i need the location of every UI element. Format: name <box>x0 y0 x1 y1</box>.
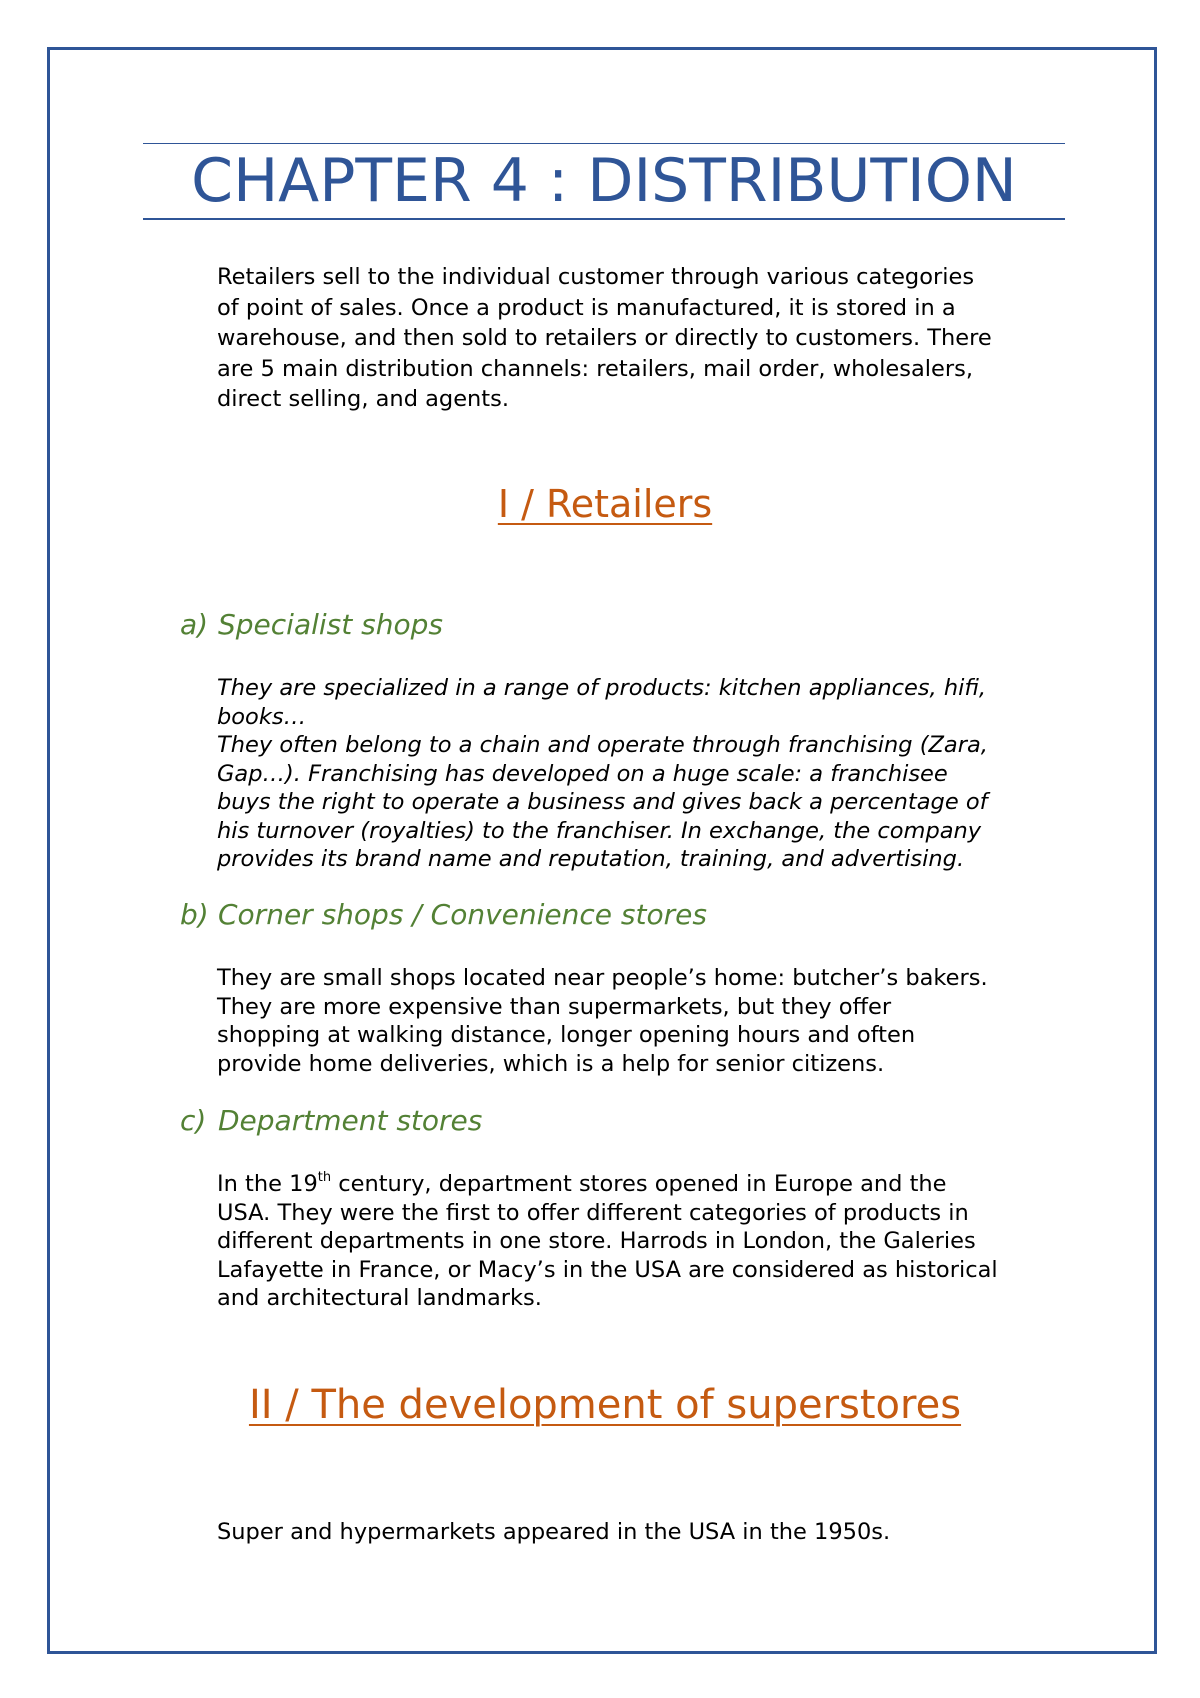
line-text: century, department stores opened in Europe and the <box>331 1171 947 1197</box>
subheading-letter: b) <box>180 898 209 931</box>
paragraph-line: They are more expensive than supermarkets, but they offer <box>217 993 892 1020</box>
intro-line: warehouse, and then sold to retailers or directly to customers. There <box>217 325 992 351</box>
subheading-corner-shops <box>180 898 707 932</box>
subheading-letter: c) <box>180 1104 207 1137</box>
paragraph-line: They often belong to a chain and operate through franchising (Zara, <box>217 732 988 758</box>
paragraph-line: provide home deliveries, which is a help for senior citizens. <box>217 1050 885 1077</box>
paragraph-line: different departments in one store. Harrods in London, the Galeries <box>217 1228 976 1254</box>
line-text: In the 19 <box>217 1171 318 1197</box>
section-heading-retailers: I / Retailers <box>497 482 713 526</box>
paragraph-line: USA. They were the first to offer different categories of products in <box>217 1199 969 1226</box>
section-heading-superstores: II / The development of superstores <box>248 1382 962 1428</box>
subheading-title: Specialist shops <box>218 608 443 641</box>
paragraph-line: books… <box>217 703 307 730</box>
subheading-title: Corner shops / Convenience stores <box>218 898 707 931</box>
paragraph-line: buys the right to operate a business and gives back a percentage of <box>217 789 988 815</box>
title-rule-top <box>143 143 1065 144</box>
paragraph-line: Super and hypermarkets appeared in the USA in the 1950s. <box>217 1519 891 1545</box>
chapter-title: CHAPTER 4 : DISTRIBUTION <box>191 146 1017 216</box>
paragraph-line <box>217 1170 1077 1199</box>
paragraph-line: They are small shops located near people’s home: butcher’s bakers. <box>217 965 988 991</box>
superstores-paragraph <box>217 1517 1077 1548</box>
paragraph-line: They are specialized in a range of products: kitchen appliances, hifi, <box>217 675 987 701</box>
intro-line: direct selling, and agents. <box>217 386 509 412</box>
specialist-shops-paragraph <box>217 674 1077 874</box>
subheading-department-stores <box>180 1104 482 1138</box>
paragraph-line: and architectural landmarks. <box>217 1285 542 1311</box>
subheading-letter: a) <box>180 608 209 641</box>
paragraph-line: his turnover (royalties) to the franchiser. In exchange, the company <box>217 817 982 844</box>
subheading-specialist-shops <box>180 608 443 642</box>
paragraph-line: Gap…). Franchising has developed on a huge scale: a franchisee <box>217 760 948 787</box>
paragraph-line: shopping at walking distance, longer opening hours and often <box>217 1022 916 1048</box>
paragraph-line: provides its brand name and reputation, training, and advertising. <box>217 846 965 872</box>
intro-line: Retailers sell to the individual customer through various categories <box>217 264 975 290</box>
subheading-title: Department stores <box>218 1104 483 1137</box>
paragraph-line: Lafayette in France, or Macy’s in the USA are considered as historical <box>217 1256 998 1283</box>
department-stores-paragraph <box>217 1170 1077 1313</box>
title-rule-bottom <box>143 218 1065 220</box>
intro-line: of point of sales. Once a product is manufactured, it is stored in a <box>217 294 956 321</box>
intro-paragraph <box>217 262 1077 415</box>
ordinal-superscript: th <box>317 1170 332 1185</box>
corner-shops-paragraph <box>217 964 1077 1078</box>
intro-line: are 5 main distribution channels: retailers, mail order, wholesalers, <box>217 355 973 382</box>
